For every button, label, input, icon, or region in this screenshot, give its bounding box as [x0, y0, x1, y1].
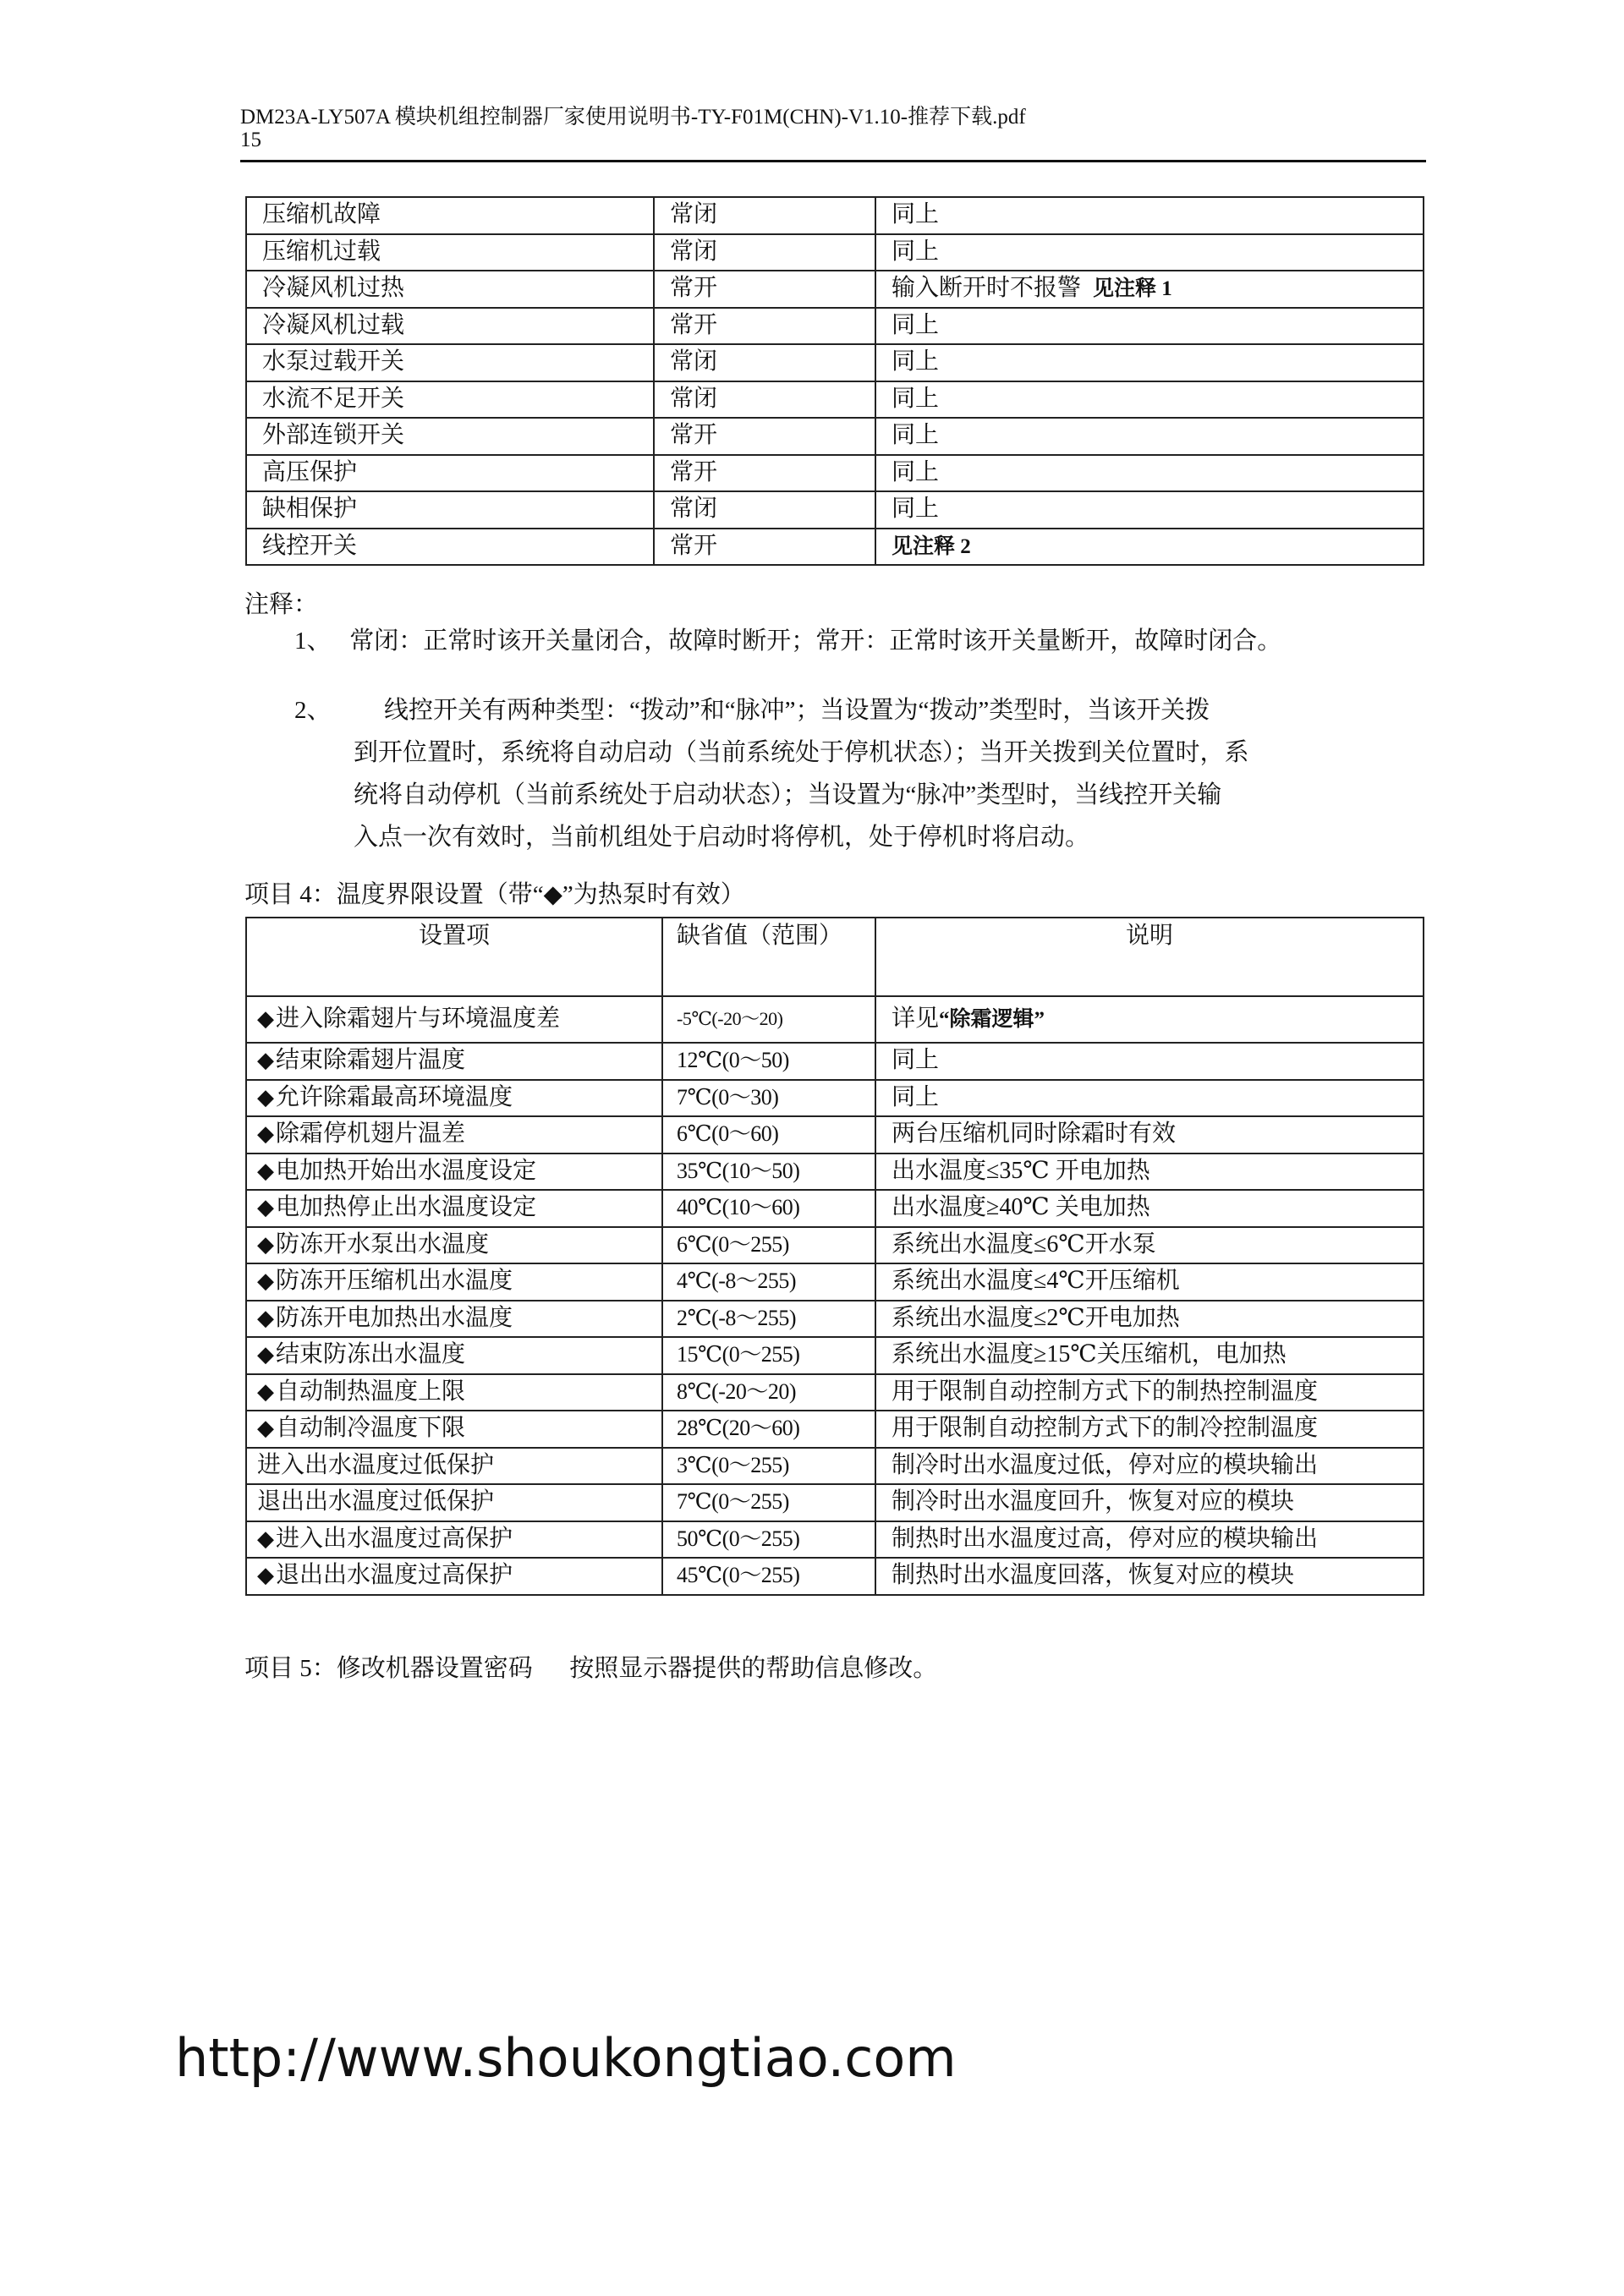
setting-name: 防冻开水泵出水温度 — [276, 1230, 490, 1258]
setting-name: 除霜停机翅片温差 — [276, 1121, 466, 1148]
default-value: 7℃(0～30) — [662, 1080, 875, 1117]
setting-name-cell — [246, 1190, 662, 1227]
description-text: 同上 — [892, 1047, 940, 1074]
table-row — [246, 1558, 1424, 1595]
table-row — [246, 381, 1424, 419]
heat-pump-diamond-icon: ◆ — [257, 1048, 274, 1073]
table-header-row — [246, 918, 1424, 996]
setting-name-cell — [246, 1043, 662, 1080]
default-value: 35℃(10～50) — [662, 1153, 875, 1191]
default-value: 12℃(0～50) — [662, 1043, 875, 1080]
setting-name-cell — [246, 996, 662, 1043]
default-value: 8℃(-20～20) — [662, 1374, 875, 1411]
heat-pump-diamond-icon: ◆ — [257, 1269, 274, 1294]
column-header-setting: 设置项 — [246, 918, 662, 996]
heat-pump-diamond-icon: ◆ — [257, 1378, 274, 1404]
table-row — [246, 344, 1424, 381]
switch-note — [875, 308, 1424, 345]
table-row — [246, 1337, 1424, 1374]
switch-note-text: 同上 — [892, 238, 940, 265]
description-text: 系统出水温度≤6℃开水泵 — [892, 1230, 1156, 1258]
switch-state: 常闭 — [654, 381, 875, 419]
setting-description — [875, 1374, 1424, 1411]
note-2-line: 入点一次有效时，当前机组处于启动时将停机，处于停机时将启动。 — [354, 824, 1090, 851]
switch-name: 外部连锁开关 — [246, 418, 654, 455]
heat-pump-diamond-icon: ◆ — [257, 1526, 274, 1551]
table-row — [246, 308, 1424, 345]
item-5-title: 项目 5：修改机器设置密码 — [244, 1655, 533, 1682]
table-row — [246, 1190, 1424, 1227]
switch-note-text: 同上 — [892, 422, 940, 449]
notes-label: 注释： — [244, 591, 319, 618]
description-text: 系统出水温度≤4℃开压缩机 — [892, 1268, 1180, 1295]
setting-description — [875, 1227, 1424, 1264]
heat-pump-diamond-icon: ◆ — [257, 1195, 274, 1220]
description-text: 制冷时出水温度过低，停对应的模块输出 — [892, 1451, 1319, 1478]
setting-name-cell — [246, 1301, 662, 1338]
description-reference: “除霜逻辑” — [939, 1008, 1045, 1032]
switch-note — [875, 529, 1424, 566]
default-value: 3℃(0～255) — [662, 1448, 875, 1485]
switch-name: 水泵过载开关 — [246, 344, 654, 381]
table-row — [246, 197, 1424, 234]
heat-pump-diamond-icon: ◆ — [257, 1563, 274, 1588]
note-1-number: 1、 — [294, 627, 332, 655]
temperature-limit-table — [245, 917, 1424, 1596]
description-text: 详见 — [892, 1006, 940, 1033]
setting-name: 进入除霜翅片与环境温度差 — [276, 1006, 561, 1033]
note-2-line: 线控开关有两种类型：“拨动”和“脉冲”；当设置为“拨动”类型时，当该开关拨 — [384, 697, 1210, 724]
setting-name-cell — [246, 1521, 662, 1559]
default-value: -5℃(-20～20) — [662, 996, 875, 1043]
description-text: 制冷时出水温度回升，恢复对应的模块 — [892, 1488, 1295, 1515]
switch-note-text: 同上 — [892, 311, 940, 338]
switch-name: 水流不足开关 — [246, 381, 654, 419]
item-4-title: 项目 4：温度界限设置（带“◆”为热泵时有效） — [244, 881, 745, 908]
default-value: 15℃(0～255) — [662, 1337, 875, 1374]
item-5-text: 按照显示器提供的帮助信息修改。 — [569, 1655, 938, 1682]
default-value: 6℃(0～255) — [662, 1227, 875, 1264]
switch-note-text: 同上 — [892, 201, 940, 228]
setting-name: 结束防冻出水温度 — [276, 1341, 466, 1368]
page-number: 15 — [240, 129, 261, 151]
switch-state: 常开 — [654, 455, 875, 492]
note-2-line: 统将自动停机（当前系统处于启动状态）；当设置为“脉冲”类型时，当线控开关输 — [354, 781, 1222, 808]
table-row — [246, 1263, 1424, 1301]
table-row — [246, 234, 1424, 271]
setting-name-cell — [246, 1337, 662, 1374]
setting-name: 自动制热温度上限 — [276, 1378, 466, 1405]
setting-name-cell — [246, 1448, 662, 1485]
switch-name: 高压保护 — [246, 455, 654, 492]
table-row — [246, 418, 1424, 455]
setting-name: 进入出水温度过高保护 — [276, 1525, 513, 1552]
setting-description — [875, 1080, 1424, 1117]
description-text: 用于限制自动控制方式下的制冷控制温度 — [892, 1415, 1319, 1442]
document-title: DM23A-LY507A 模块机组控制器厂家使用说明书-TY-F01M(CHN)-V1.10-推荐下载.pdf — [240, 106, 1026, 129]
note-1-text: 常闭：正常时该开关量闭合，故障时断开；常开：正常时该开关量断开，故障时闭合。 — [349, 627, 1282, 655]
setting-description — [875, 1043, 1424, 1080]
switch-name: 线控开关 — [246, 529, 654, 566]
heat-pump-diamond-icon: ◆ — [257, 1342, 274, 1367]
description-text: 系统出水温度≥15℃关压缩机，电加热 — [892, 1341, 1287, 1368]
switch-state: 常开 — [654, 529, 875, 566]
setting-name: 自动制冷温度下限 — [276, 1415, 466, 1442]
default-value: 4℃(-8～255) — [662, 1263, 875, 1301]
switch-name: 冷凝风机过热 — [246, 271, 654, 308]
setting-name: 退出出水温度过高保护 — [276, 1562, 513, 1589]
table-row — [246, 1521, 1424, 1559]
note-2-line: 到开位置时，系统将自动启动（当前系统处于停机状态）；当开关拨到关位置时，系 — [354, 739, 1249, 766]
setting-name-cell — [246, 1411, 662, 1448]
setting-name-cell — [246, 1080, 662, 1117]
switch-state: 常闭 — [654, 234, 875, 271]
item-5 — [244, 1649, 937, 1684]
description-text: 出水温度≤35℃ 开电加热 — [892, 1157, 1150, 1184]
setting-description — [875, 1484, 1424, 1521]
switch-note-reference: 见注释 2 — [892, 534, 971, 558]
switch-note — [875, 418, 1424, 455]
switch-name: 缺相保护 — [246, 491, 654, 529]
setting-name-cell — [246, 1558, 662, 1595]
default-value: 2℃(-8～255) — [662, 1301, 875, 1338]
heat-pump-diamond-icon: ◆ — [257, 1416, 274, 1441]
switch-state: 常闭 — [654, 491, 875, 529]
table-row — [246, 491, 1424, 529]
setting-name: 电加热开始出水温度设定 — [276, 1157, 537, 1184]
table-row — [246, 1374, 1424, 1411]
setting-name: 防冻开压缩机出水温度 — [276, 1268, 513, 1295]
setting-name-cell — [246, 1484, 662, 1521]
setting-description — [875, 1190, 1424, 1227]
note-1 — [294, 620, 1281, 662]
table-row — [246, 1411, 1424, 1448]
setting-name-cell — [246, 1116, 662, 1153]
description-text: 制热时出水温度回落，恢复对应的模块 — [892, 1562, 1295, 1589]
heat-pump-diamond-icon: ◆ — [257, 1305, 274, 1330]
heat-pump-diamond-icon: ◆ — [257, 1006, 274, 1032]
setting-name: 结束除霜翅片温度 — [276, 1047, 466, 1074]
heat-pump-diamond-icon: ◆ — [257, 1121, 274, 1147]
switch-note-reference: 见注释 1 — [1093, 277, 1172, 301]
table-row — [246, 1043, 1424, 1080]
setting-description — [875, 1263, 1424, 1301]
setting-name-cell — [246, 1263, 662, 1301]
header-divider — [240, 160, 1426, 162]
setting-name-cell — [246, 1227, 662, 1264]
description-text: 制热时出水温度过高，停对应的模块输出 — [892, 1525, 1319, 1552]
note-2-text — [354, 689, 1428, 858]
description-text: 同上 — [892, 1083, 940, 1110]
description-text: 两台压缩机同时除霜时有效 — [892, 1121, 1177, 1148]
setting-description — [875, 1448, 1424, 1485]
setting-name: 退出出水温度过低保护 — [257, 1488, 495, 1515]
switch-state: 常闭 — [654, 344, 875, 381]
column-header-default: 缺省值（范围） — [662, 918, 875, 996]
table-row — [246, 1080, 1424, 1117]
setting-name-cell — [246, 1153, 662, 1191]
switch-note — [875, 381, 1424, 419]
switch-note-text: 同上 — [892, 348, 940, 375]
setting-description — [875, 1153, 1424, 1191]
setting-name: 电加热停止出水温度设定 — [276, 1194, 537, 1221]
table-row — [246, 271, 1424, 308]
switch-note-text: 同上 — [892, 496, 940, 523]
setting-description — [875, 1521, 1424, 1559]
setting-description — [875, 1558, 1424, 1595]
default-value: 50℃(0～255) — [662, 1521, 875, 1559]
setting-name: 防冻开电加热出水温度 — [276, 1304, 513, 1331]
setting-description — [875, 1337, 1424, 1374]
setting-name: 进入出水温度过低保护 — [257, 1451, 495, 1478]
table-row — [246, 1227, 1424, 1264]
setting-description — [875, 1116, 1424, 1153]
default-value: 40℃(10～60) — [662, 1190, 875, 1227]
default-value: 28℃(20～60) — [662, 1411, 875, 1448]
switch-state: 常开 — [654, 418, 875, 455]
switch-note — [875, 455, 1424, 492]
heat-pump-diamond-icon: ◆ — [257, 1158, 274, 1183]
description-text: 出水温度≥40℃ 关电加热 — [892, 1194, 1150, 1221]
setting-description — [875, 1301, 1424, 1338]
switch-input-table — [245, 196, 1424, 566]
switch-state: 常开 — [654, 308, 875, 345]
note-2-number: 2、 — [294, 697, 332, 724]
switch-note — [875, 271, 1424, 308]
setting-description — [875, 1411, 1424, 1448]
switch-state: 常开 — [654, 271, 875, 308]
default-value: 45℃(0～255) — [662, 1558, 875, 1595]
description-text: 系统出水温度≤2℃开电加热 — [892, 1304, 1180, 1331]
table-row — [246, 1153, 1424, 1191]
switch-note — [875, 344, 1424, 381]
switch-note-text: 输入断开时不报警 — [892, 275, 1082, 302]
table-row — [246, 996, 1424, 1043]
switch-state: 常闭 — [654, 197, 875, 234]
switch-note — [875, 234, 1424, 271]
switch-note — [875, 491, 1424, 529]
description-text: 用于限制自动控制方式下的制热控制温度 — [892, 1378, 1319, 1405]
watermark-url: http://www.shoukongtiao.com — [175, 2027, 957, 2089]
column-header-description: 说明 — [875, 918, 1424, 996]
table-row — [246, 455, 1424, 492]
table-row — [246, 1301, 1424, 1338]
setting-description — [875, 996, 1424, 1043]
table-row — [246, 529, 1424, 566]
switch-name: 压缩机故障 — [246, 197, 654, 234]
default-value: 7℃(0～255) — [662, 1484, 875, 1521]
default-value: 6℃(0～60) — [662, 1116, 875, 1153]
heat-pump-diamond-icon: ◆ — [257, 1084, 274, 1110]
switch-name: 压缩机过载 — [246, 234, 654, 271]
setting-name: 允许除霜最高环境温度 — [276, 1083, 513, 1110]
switch-name: 冷凝风机过载 — [246, 308, 654, 345]
table-row — [246, 1484, 1424, 1521]
switch-note — [875, 197, 1424, 234]
heat-pump-diamond-icon: ◆ — [257, 1231, 274, 1257]
switch-note-text: 同上 — [892, 385, 940, 412]
setting-name-cell — [246, 1374, 662, 1411]
table-row — [246, 1116, 1424, 1153]
table-row — [246, 1448, 1424, 1485]
switch-note-text: 同上 — [892, 458, 940, 485]
